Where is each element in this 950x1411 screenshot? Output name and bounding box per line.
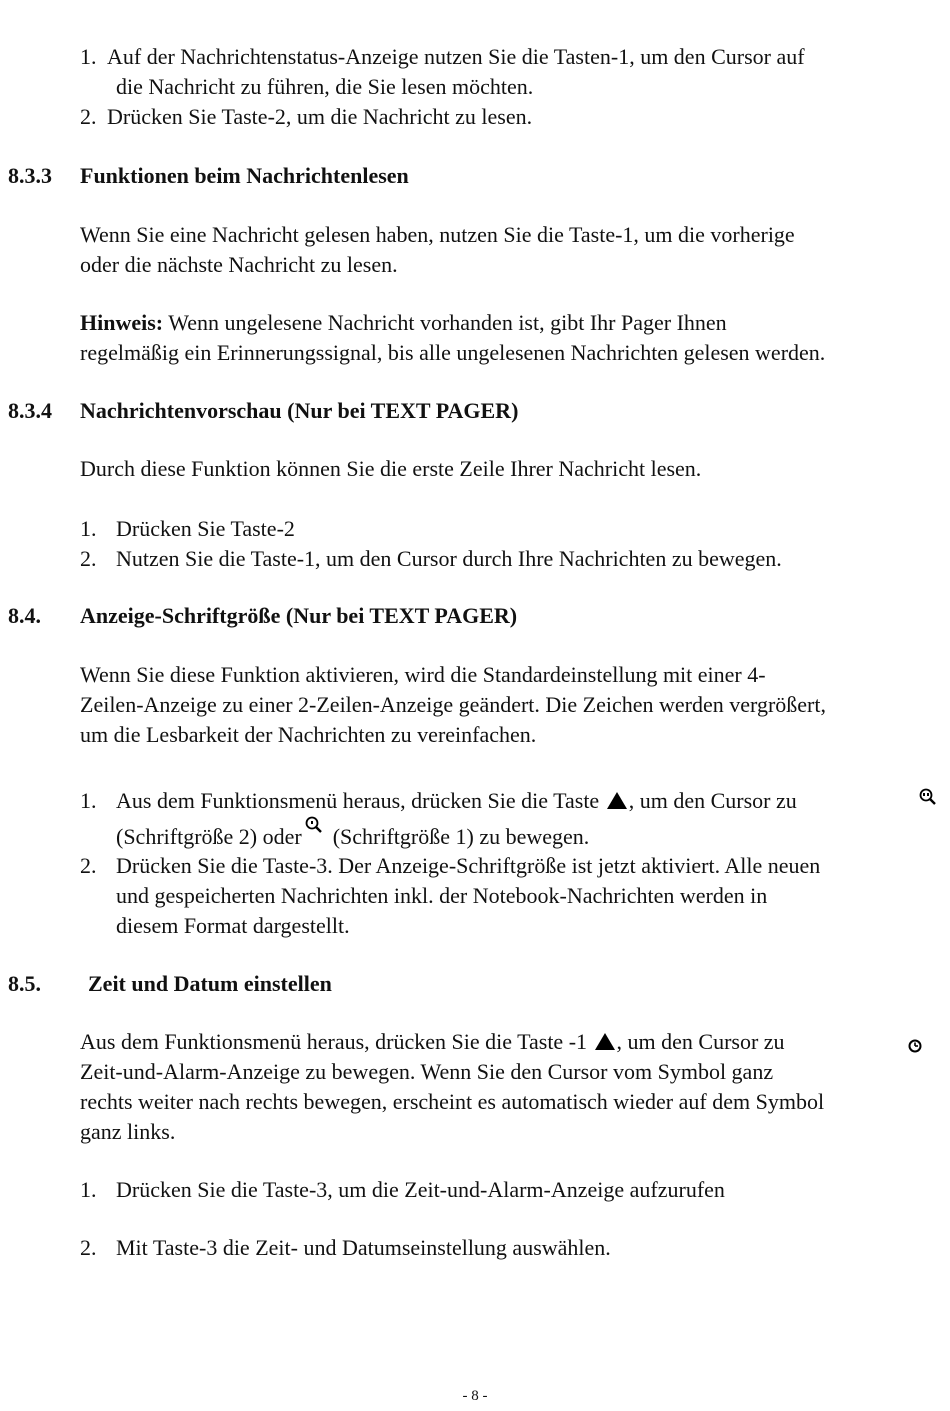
list-item-text: und gespeicherten Nachrichten inkl. der Notebook-Nachrichten werden in xyxy=(116,883,768,908)
clock-icon xyxy=(907,1032,923,1062)
list-item-text xyxy=(116,822,589,852)
paragraph-line: Durch diese Funktion können Sie die erste Zeile Ihrer Nachricht lesen. xyxy=(80,456,702,481)
font-size-2-icon xyxy=(918,786,938,816)
list-item-text: Mit Taste-3 die Zeit- und Datumseinstellung auswählen. xyxy=(116,1235,611,1260)
section-title: Funktionen beim Nachrichtenlesen xyxy=(80,163,409,188)
section-heading xyxy=(8,161,908,191)
section-number: 8.3.3 xyxy=(8,163,52,188)
up-triangle-icon xyxy=(595,1033,615,1050)
list-number: 2. xyxy=(80,104,97,129)
section-title: Zeit und Datum einstellen xyxy=(88,971,332,996)
list-item-text: Nutzen Sie die Taste-1, um den Cursor durch Ihre Nachrichten zu bewegen. xyxy=(116,546,782,571)
section-number: 8.5. xyxy=(8,971,41,996)
list-number: 1. xyxy=(80,516,97,541)
list-number: 2. xyxy=(80,1235,97,1260)
list-item-text: die Nachricht zu führen, die Sie lesen möchten. xyxy=(116,74,534,99)
paragraph-line: oder die nächste Nachricht zu lesen. xyxy=(80,252,398,277)
list-item-text: Drücken Sie die Taste-3, um die Zeit-und-Alarm-Anzeige aufzurufen xyxy=(116,1177,725,1202)
paragraph-line xyxy=(80,1027,785,1057)
paragraph-line: rechts weiter nach rechts bewegen, erscheint es automatisch wieder auf dem Symbol xyxy=(80,1089,825,1114)
list-item-text xyxy=(116,786,797,816)
paragraph-line: um die Lesbarkeit der Nachrichten zu vereinfachen. xyxy=(80,722,537,747)
list-number: 1. xyxy=(80,788,97,813)
paragraph-line: Wenn Sie eine Nachricht gelesen haben, nutzen Sie die Taste-1, um die vorherige xyxy=(80,222,795,247)
paragraph-line: Zeilen-Anzeige zu einer 2-Zeilen-Anzeige geändert. Die Zeichen werden vergrößert, xyxy=(80,692,826,717)
list-number: 1. xyxy=(80,44,97,69)
font-size-1-icon xyxy=(303,814,327,836)
step-text: , um den Cursor zu xyxy=(628,788,797,813)
section-number: 8.3.4 xyxy=(8,398,52,423)
page-number: - 8 - xyxy=(462,1388,488,1404)
section-heading xyxy=(8,969,908,999)
note-line: regelmäßig ein Erinnerungssignal, bis alle ungelesenen Nachrichten gelesen werden. xyxy=(80,340,826,365)
list-item-text: diesem Format dargestellt. xyxy=(116,913,350,938)
step-text: (Schriftgröße 1) zu bewegen. xyxy=(327,824,590,849)
list-item-text: Drücken Sie Taste-2, um die Nachricht zu lesen. xyxy=(107,104,533,129)
paragraph-line: Zeit-und-Alarm-Anzeige zu bewegen. Wenn Sie den Cursor vom Symbol ganz xyxy=(80,1059,774,1084)
section-title: Anzeige-Schriftgröße (Nur bei TEXT PAGER) xyxy=(80,603,518,628)
up-triangle-icon xyxy=(607,792,627,809)
note-text: Wenn ungelesene Nachricht vorhanden ist, gibt Ihr Pager Ihnen xyxy=(163,310,727,335)
paragraph-text: , um den Cursor zu xyxy=(616,1029,785,1054)
list-item-text: Drücken Sie die Taste-3. Der Anzeige-Schriftgröße ist jetzt aktiviert. Alle neuen xyxy=(116,853,821,878)
list-item-text: Drücken Sie Taste-2 xyxy=(116,516,295,541)
list-number: 1. xyxy=(80,1177,97,1202)
list-item-text: Auf der Nachrichtenstatus-Anzeige nutzen Sie die Tasten-1, um den Cursor auf xyxy=(107,44,805,69)
section-heading xyxy=(8,601,908,631)
list-number: 2. xyxy=(80,546,97,571)
step-text: Aus dem Funktionsmenü heraus, drücken Sie die Taste xyxy=(116,788,605,813)
paragraph-line: ganz links. xyxy=(80,1119,176,1144)
note-line xyxy=(80,308,727,338)
note-label: Hinweis: xyxy=(80,310,164,335)
section-title: Nachrichtenvorschau (Nur bei TEXT PAGER) xyxy=(80,398,519,423)
section-number: 8.4. xyxy=(8,603,41,628)
paragraph-text: Aus dem Funktionsmenü heraus, drücken Sie die Taste -1 xyxy=(80,1029,593,1054)
step-text: (Schriftgröße 2) oder xyxy=(116,824,308,849)
section-heading xyxy=(8,396,908,426)
list-number: 2. xyxy=(80,853,97,878)
paragraph-line: Wenn Sie diese Funktion aktivieren, wird die Standardeinstellung mit einer 4- xyxy=(80,662,766,687)
